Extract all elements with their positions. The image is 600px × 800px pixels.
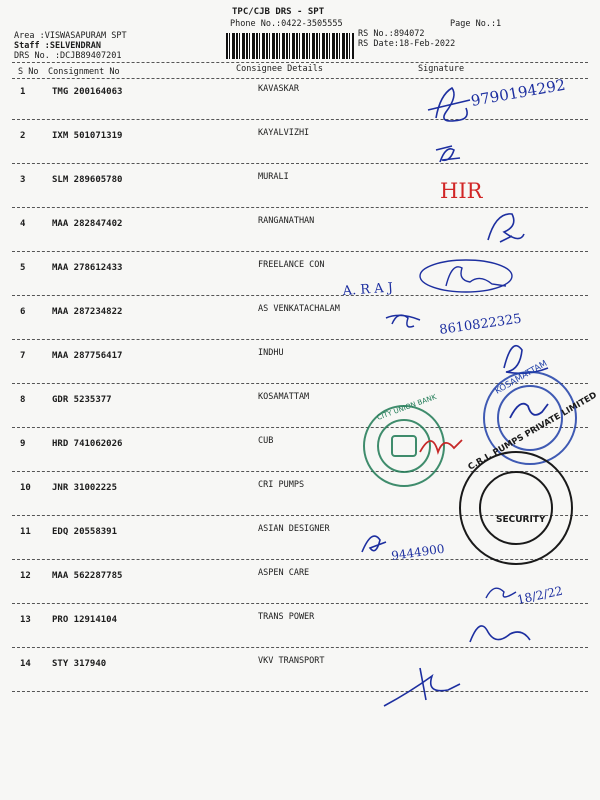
rs-date: RS Date:18-Feb-2022: [358, 39, 456, 49]
signature-11-number: 9444900: [390, 541, 446, 563]
row-consignment-no: HRD 741062026: [52, 439, 123, 449]
row-sno: 5: [20, 263, 26, 273]
row-sno: 10: [20, 483, 31, 493]
signature-1-number: 9790194292: [469, 75, 567, 110]
row-consignment-no: JNR 31002225: [52, 483, 118, 493]
row-sno: 3: [20, 175, 26, 185]
signature-12-date: 18/2/22: [515, 583, 564, 607]
row-consignee: AS VENKATACHALAM: [258, 304, 340, 314]
row-consignee: VKV TRANSPORT: [258, 656, 325, 666]
row-consignee: CUB: [258, 436, 274, 446]
signature-2: [436, 146, 460, 162]
signature-3-text: HIR: [440, 179, 483, 203]
row-consignee: KOSAMATTAM: [258, 392, 310, 402]
row-sno: 8: [20, 395, 26, 405]
col-consignee: Consignee Details: [236, 64, 323, 74]
cub-stamp: [364, 406, 444, 486]
col-sno: S No: [18, 67, 39, 77]
signature-6: [386, 315, 420, 327]
row-consignee: ASPEN CARE: [258, 568, 310, 578]
row-consignee: MURALI: [258, 172, 289, 182]
row-sno: 9: [20, 439, 26, 449]
row-consignment-no: GDR 5235377: [52, 395, 112, 405]
document-title: TPC/CJB DRS - SPT: [232, 7, 325, 17]
page-number: Page No.:1: [450, 19, 502, 29]
row-consignment-no: PRO 12914104: [52, 615, 118, 625]
row-consignment-no: SLM 289605780: [52, 175, 123, 185]
row-consignee: FREELANCE CON: [258, 260, 325, 270]
signature-4: [488, 214, 524, 242]
row-consignee: INDHU: [258, 348, 284, 358]
row-consignment-no: MAA 562287785: [52, 571, 123, 581]
signature-6-number: 8610822325: [438, 311, 523, 338]
row-consignment-no: MAA 282847402: [52, 219, 123, 229]
row-consignee: RANGANATHAN: [258, 216, 315, 226]
row-sno: 4: [20, 219, 26, 229]
signature-1: [428, 88, 470, 121]
row-sno: 12: [20, 571, 31, 581]
row-consignment-no: EDQ 20558391: [52, 527, 118, 537]
cri-stamp-text: C.R.I. PUMPS PRIVATE LIMITED: [466, 390, 599, 473]
row-sno: 6: [20, 307, 26, 317]
signature-14: [384, 668, 460, 706]
staff-label: Staff :SELVENDRAN: [14, 41, 101, 51]
row-consignment-no: STY 317940: [52, 659, 107, 669]
row-consignee: KAVASKAR: [258, 84, 299, 94]
kosamattam-stamp-text: KOSAMATTAM: [493, 358, 550, 397]
row-sno: 11: [20, 527, 31, 537]
row-sno: 13: [20, 615, 31, 625]
signature-13: [470, 626, 530, 642]
row-consignment-no: IXM 501071319: [52, 131, 123, 141]
area-label: Area :VISWASAPURAM SPT: [14, 31, 127, 41]
row-consignment-no: MAA 287756417: [52, 351, 123, 361]
col-signature: Signature: [418, 64, 465, 74]
signature-11: [362, 536, 386, 552]
cub-stamp-text: CITY UNION BANK: [375, 392, 438, 422]
drs-number: DRS No. :DCJB89407201: [14, 51, 122, 61]
row-consignment-no: MAA 278612433: [52, 263, 123, 273]
signature-5: [420, 260, 512, 292]
row-consignee: ASIAN DESIGNER: [258, 524, 330, 534]
signature-12: [486, 588, 516, 598]
row-consignee: TRANS POWER: [258, 612, 315, 622]
row-consignee: KAYALVIZHI: [258, 128, 310, 138]
rs-number: RS No.:894072: [358, 29, 425, 39]
signature-9: [420, 440, 462, 452]
row-consignee: CRI PUMPS: [258, 480, 305, 490]
row-consignment-no: TMG 200164063: [52, 87, 123, 97]
row-sno: 1: [20, 87, 26, 97]
phone-number: Phone No.:0422-3505555: [230, 19, 343, 29]
row-consignment-no: MAA 287234822: [52, 307, 123, 317]
row-sno: 2: [20, 131, 26, 141]
row-sno: 14: [20, 659, 31, 669]
cri-stamp-center: SECURITY: [496, 515, 546, 525]
signature-8: [510, 404, 548, 418]
signature-5-name: A. R A J: [342, 280, 394, 299]
col-consignment: Consignment No: [48, 67, 120, 77]
row-sno: 7: [20, 351, 26, 361]
